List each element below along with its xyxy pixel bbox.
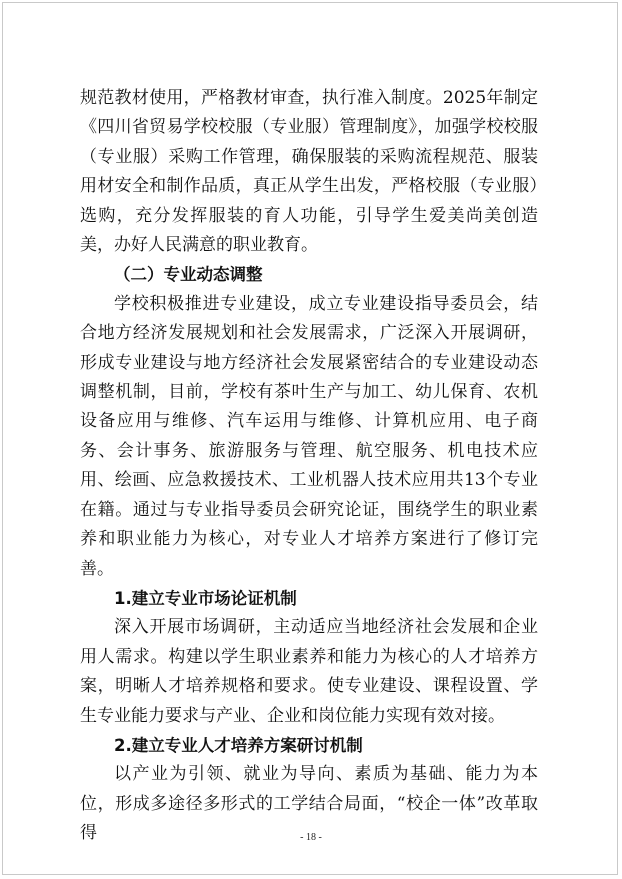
document-body [80,84,538,849]
paragraph-professional-construction: 学校积极推进专业建设，成立专业建设指导委员会，结合地方经济发展规划和社会发展需求，广泛深入开展调研，形成专业建设与地方经济社会发展紧密结合的专业建设动态调整机制，目前，学校有茶叶生产与加工、幼儿保育、农机设备应用与维修、汽车运用与维修、计算机应用、电子商务、会计事务、旅游服务与管理、航空服务、机电技术应用、绘画、应急救援技术、工业机器人技术应用共13个专业在籍。通过与专业指导委员会研究论证，围绕学生的职业素养和职业能力为核心，对专业人才培养方案进行了修订完善。 [80,293,538,579]
paragraph-teaching-materials: 规范教材使用，严格教材审查，执行准入制度。2025年制定《四川省贸易学校校服（专业服）管理制度》，加强学校校服（专业服）采购工作管理，确保服装的采购流程规范、服装用材安全和制作品质，真正从学生出发，严格校服（专业服）选购，充分发挥服装的育人功能，引导学生爱美尚美创造美，办好人民满意的职业教育。 [80,88,538,256]
page-number: - 18 - [300,832,322,843]
paragraph-market-research: 深入开展市场调研，主动适应当地经济社会发展和企业用人需求。构建以学生职业素养和能力为核心的人才培养方案，明晰人才培养规格和要求。使专业建设、课程设置、学生专业能力要求与产业、企业和岗位能力实现有效对接。 [80,617,538,726]
subheading-training-plan-discussion: 2.建立专业人才培养方案研讨机制 [114,735,363,755]
section-heading-professional-adjustment: （二）专业动态调整 [114,265,263,285]
subheading-market-demonstration: 1.建立专业市场论证机制 [114,588,297,608]
paragraph-industry-guidance: 以产业为引领、就业为导向、素质为基础、能力为本位，形成多途径多形式的工学结合局面，“校企一体”改革取得 [80,764,538,844]
